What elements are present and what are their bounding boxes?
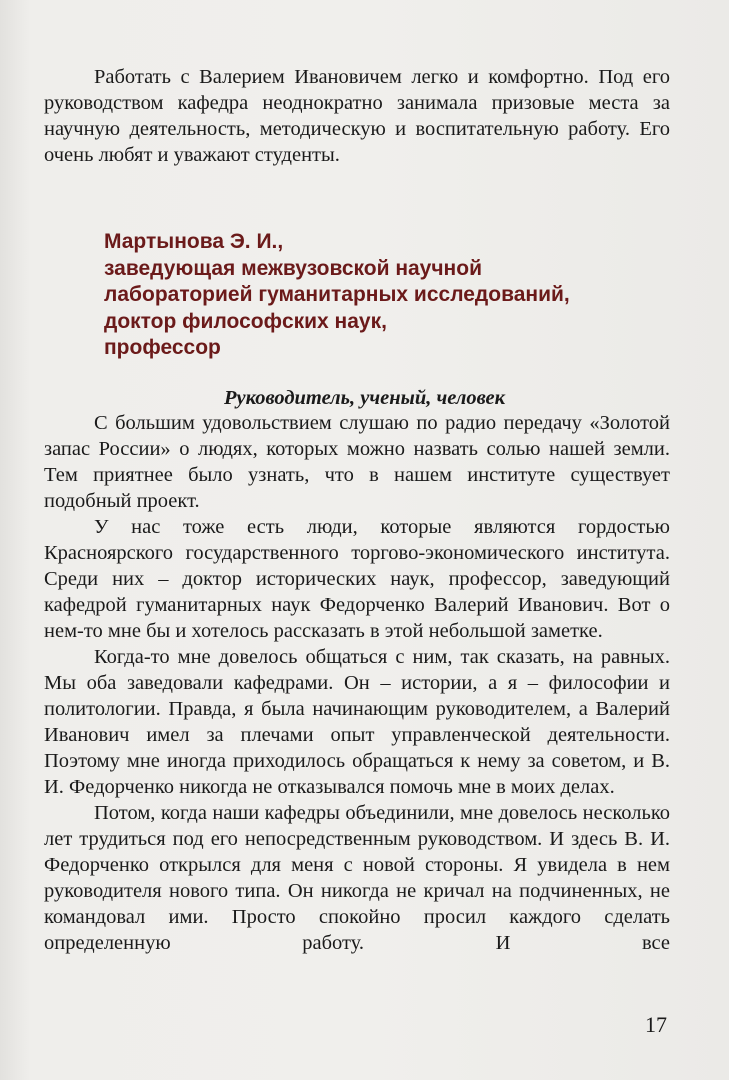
page-number: 17: [645, 1012, 667, 1037]
author-position-line2: лабораторией гуманитарных исследований,: [104, 283, 570, 306]
author-title: профессор: [104, 336, 221, 359]
author-position-line1: заведующая межвузовской научной: [104, 256, 482, 280]
intro-paragraph-block: [44, 64, 670, 168]
author-degree: доктор философских наук,: [104, 309, 387, 333]
author-heading: [104, 229, 664, 362]
author-name: Мартынова Э. И.,: [104, 230, 284, 253]
paragraph: У нас тоже есть люди, которые являются гордостью Красноярского государственного торгово-экономического института. Среди них – доктор исторических наук, профессор, заведующий кафедрой гуманитарных наук Федорченко Валерий Иванович. Вот о нем-то мне бы и хотелось рассказать в этой небольшой заметке.: [44, 516, 670, 642]
article-body: [44, 410, 670, 956]
paragraph: Потом, когда наши кафедры объединили, мне довелось несколько лет трудиться под его непосредственным руководством. И здесь В. И. Федорченко открылся для меня с новой стороны. Я увидела в нем руководителя нового типа. Он никогда не кричал на подчиненных, не командовал ими. Просто спокойно просил каждого сделать определенную работу. И все: [44, 802, 670, 954]
article-title: Руководитель, ученый, человек: [223, 387, 506, 409]
paragraph: Когда-то мне довелось общаться с ним, так сказать, на равных. Мы оба заведовали кафедрами. Он – истории, а я – философии и политологии. Правда, я была начинающим руководителем, а Валерий Иванович имел за плечами опыт управленческой деятельности. Поэтому мне иногда приходилось обращаться к нему за советом, и В. И. Федорченко никогда не отказывался помочь мне в моих делах.: [44, 646, 670, 798]
paragraph: С большим удовольствием слушаю по радио передачу «Золотой запас России» о людях, которых можно назвать солью нашей земли. Тем приятнее было узнать, что в нашем институте существует подобный проект.: [44, 412, 670, 512]
intro-paragraph: Работать с Валерием Ивановичем легко и комфортно. Под его руководством кафедра неоднократно занимала призовые места за научную деятельность, методическую и воспитательную работу. Его очень любят и уважают студенты.: [44, 66, 670, 166]
